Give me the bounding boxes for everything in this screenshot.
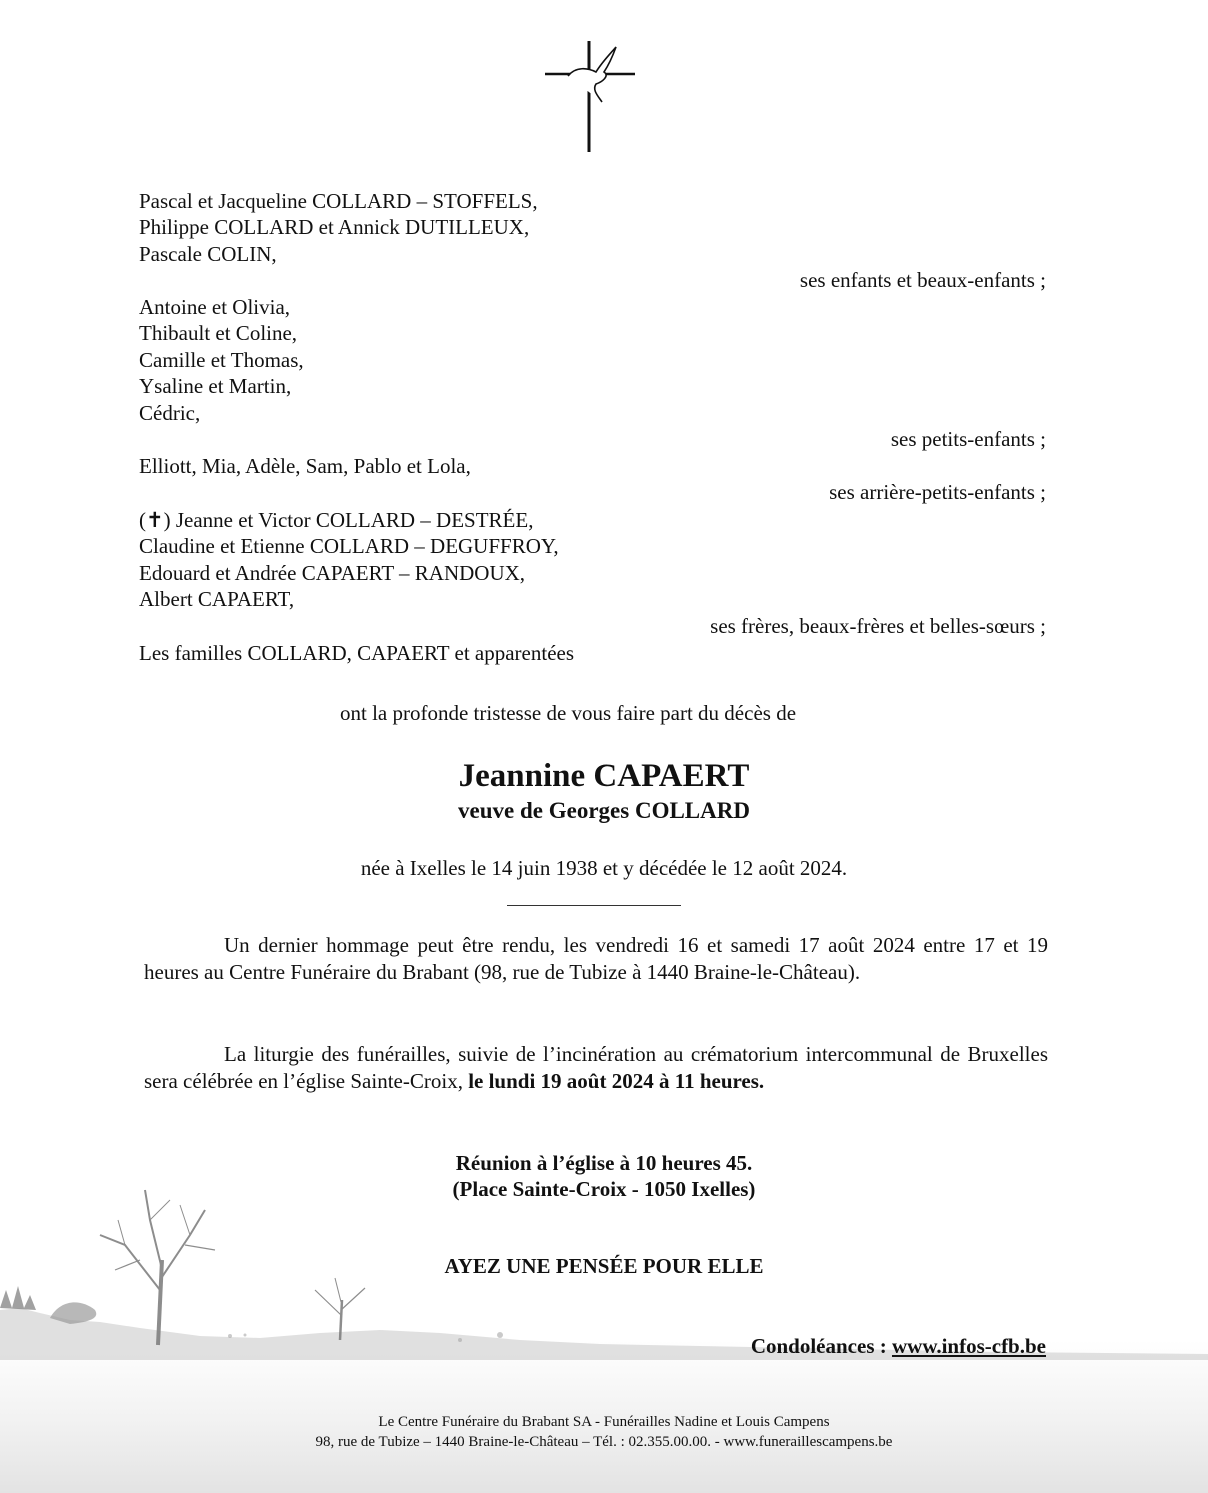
- family-line: Albert CAPAERT,: [139, 587, 295, 611]
- cross-with-dove-icon: [540, 38, 640, 156]
- family-line: (✝) Jeanne et Victor COLLARD – DESTRÉE,: [139, 508, 534, 532]
- family-line: Pascale COLIN,: [139, 242, 277, 266]
- families-line: Les familles COLLARD, CAPAERT et apparentées: [139, 641, 575, 665]
- relation-label-children: ses enfants et beaux-enfants ;: [799, 268, 1046, 292]
- family-line: Ysaline et Martin,: [139, 374, 292, 398]
- condolences-link[interactable]: www.infos-cfb.be: [891, 1334, 1046, 1358]
- family-line: Pascal et Jacqueline COLLARD – STOFFELS,: [139, 189, 538, 213]
- liturgy-paragraph: [144, 1041, 1048, 1095]
- relation-label-great-grandchildren: ses arrière-petits-enfants ;: [829, 480, 1046, 504]
- deceased-dates: née à Ixelles le 14 juin 1938 et y décédée le 12 août 2024.: [360, 856, 848, 880]
- deceased-subtitle: veuve de Georges COLLARD: [458, 798, 750, 823]
- family-line: Edouard et Andrée CAPAERT – RANDOUX,: [139, 561, 526, 585]
- footer-company: Le Centre Funéraire du Brabant SA - Funérailles Nadine et Louis Campens: [378, 1414, 830, 1430]
- family-line: Thibault et Coline,: [139, 321, 298, 345]
- family-line: Philippe COLLARD et Annick DUTILLEUX,: [139, 215, 530, 239]
- condolences-label: Condoléances :: [750, 1334, 892, 1358]
- tribute-paragraph: Un dernier hommage peut être rendu, les vendredi 16 et samedi 17 août 2024 entre 17 et 19 heures au Centre Funéraire du Brabant (98, rue de Tubize à 1440 Braine-le-Château).: [144, 933, 1048, 984]
- family-line: Claudine et Etienne COLLARD – DEGUFFROY,: [139, 534, 559, 558]
- divider: [507, 905, 681, 906]
- deceased-name: Jeannine CAPAERT: [458, 758, 750, 794]
- condolences: [751, 1333, 1046, 1359]
- family-line: Elliott, Mia, Adèle, Sam, Pablo et Lola,: [139, 454, 471, 478]
- relation-label-grandchildren: ses petits-enfants ;: [890, 427, 1046, 451]
- relation-label-siblings: ses frères, beaux-frères et belles-sœurs ;: [710, 614, 1046, 638]
- liturgy-datetime: le lundi 19 août 2024 à 11 heures.: [468, 1069, 765, 1093]
- meeting-place: (Place Sainte-Croix - 1050 Ixelles): [452, 1177, 756, 1201]
- family-line: Camille et Thomas,: [139, 348, 304, 372]
- family-line: Antoine et Olivia,: [139, 295, 291, 319]
- announcement: ont la profonde tristesse de vous faire part du décès de: [340, 701, 797, 725]
- meeting-time: Réunion à l’église à 10 heures 45.: [455, 1151, 753, 1175]
- liturgy-text: La liturgie des funérailles, suivie de l’incinération au crématorium intercommunal de Bruxelles sera célébrée en l’église Sainte-Croix,: [144, 1042, 1048, 1093]
- family-line: Cédric,: [139, 401, 201, 425]
- closing-line: AYEZ UNE PENSÉE POUR ELLE: [444, 1254, 764, 1278]
- footer-address: 98, rue de Tubize – 1440 Braine-le-Château – Tél. : 02.355.00.00. - www.funeraillescampens.be: [315, 1434, 893, 1450]
